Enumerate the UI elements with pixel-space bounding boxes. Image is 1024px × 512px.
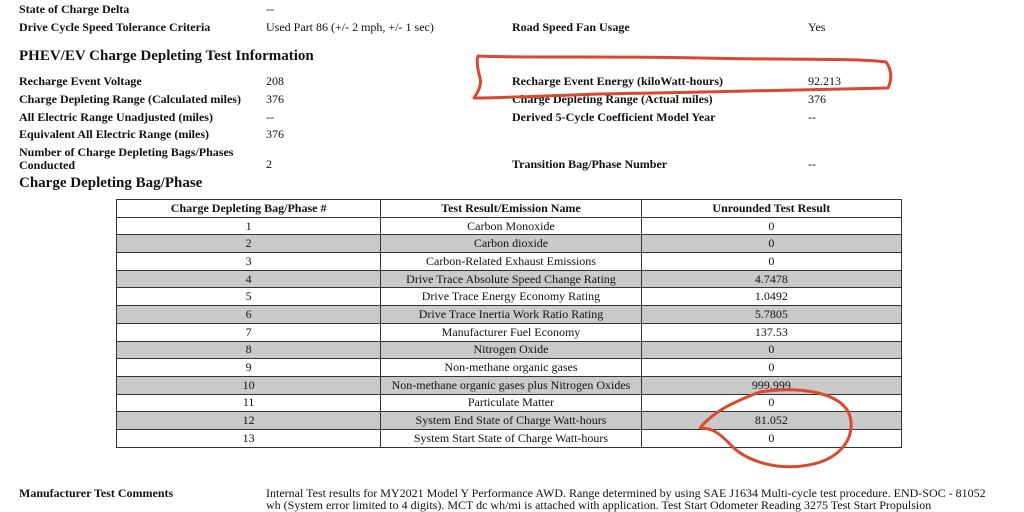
cell-test-result: 0 <box>641 394 901 412</box>
cell-bag-number: 9 <box>117 359 381 377</box>
equivalent-aer-label: Equivalent All Electric Range (miles) <box>19 127 209 141</box>
section-heading: PHEV/EV Charge Depleting Test Information <box>19 48 314 64</box>
bag-phase-heading: Charge Depleting Bag/Phase <box>19 175 203 191</box>
table-row <box>117 412 902 430</box>
cell-emission-name: Carbon Monoxide <box>381 217 641 235</box>
comments-label: Manufacturer Test Comments <box>19 486 174 500</box>
cell-emission-name: System End State of Charge Watt-hours <box>381 412 641 430</box>
table-row <box>117 359 902 377</box>
col-header-result: Unrounded Test Result <box>641 200 901 218</box>
cell-emission-name: Manufacturer Fuel Economy <box>381 323 641 341</box>
recharge-energy-value: 92.213 <box>808 74 841 88</box>
cell-bag-number: 13 <box>117 429 381 447</box>
cell-test-result: 81.052 <box>641 412 901 430</box>
speed-tolerance-label: Drive Cycle Speed Tolerance Criteria <box>19 20 211 34</box>
table-row <box>117 235 902 253</box>
cd-range-actual-value: 376 <box>808 92 826 106</box>
cell-bag-number: 2 <box>117 235 381 253</box>
state-of-charge-delta-value: -- <box>266 2 274 16</box>
transition-bag-value: -- <box>808 157 816 171</box>
cell-test-result: 0 <box>641 359 901 377</box>
speed-tolerance-value: Used Part 86 (+/- 2 mph, +/- 1 sec) <box>266 20 434 34</box>
table-row <box>117 253 902 271</box>
cell-test-result: 0 <box>641 341 901 359</box>
cell-bag-number: 4 <box>117 270 381 288</box>
comments-text: Internal Test results for MY2021 Model Y Performance AWD. Range determined by using SAE J1634 Multi-cycle test procedure. END-SOC - 81052 wh (System error limited to 4 digits). MCT dc wh/mi is attached with application. Test Start Odometer Reading 3275 Test Start Propulsion <box>266 486 986 512</box>
table-row <box>117 306 902 324</box>
road-speed-fan-value: Yes <box>808 20 826 34</box>
col-header-name: Test Result/Emission Name <box>381 200 641 218</box>
cell-emission-name: Drive Trace Inertia Work Ratio Rating <box>381 306 641 324</box>
recharge-voltage-label: Recharge Event Voltage <box>19 74 142 88</box>
cell-emission-name: Drive Trace Energy Economy Rating <box>381 288 641 306</box>
num-bags-label: Number of Charge Depleting Bags/Phases Conducted <box>19 145 234 172</box>
results-table <box>116 199 902 448</box>
cell-bag-number: 5 <box>117 288 381 306</box>
cell-emission-name: System Start State of Charge Watt-hours <box>381 429 641 447</box>
equivalent-aer-value: 376 <box>266 127 284 141</box>
cell-test-result: 0 <box>641 253 901 271</box>
cd-range-actual-label: Charge Depleting Range (Actual miles) <box>512 92 713 106</box>
recharge-voltage-value: 208 <box>266 74 284 88</box>
table-row <box>117 217 902 235</box>
cell-test-result: 5.7805 <box>641 306 901 324</box>
cell-emission-name: Non-methane organic gases <box>381 359 641 377</box>
cell-emission-name: Carbon-Related Exhaust Emissions <box>381 253 641 271</box>
recharge-energy-label: Recharge Event Energy (kiloWatt-hours) <box>512 74 723 88</box>
table-row <box>117 376 902 394</box>
state-of-charge-delta-label: State of Charge Delta <box>19 2 130 16</box>
table-row <box>117 323 902 341</box>
cell-test-result: 0 <box>641 235 901 253</box>
table-row <box>117 429 902 447</box>
aer-unadjusted-value: -- <box>266 110 274 124</box>
table-row <box>117 394 902 412</box>
cell-bag-number: 8 <box>117 341 381 359</box>
cell-test-result: 0 <box>641 429 901 447</box>
cell-bag-number: 3 <box>117 253 381 271</box>
cell-bag-number: 10 <box>117 376 381 394</box>
derived-coefficient-value: -- <box>808 110 816 124</box>
cell-bag-number: 7 <box>117 323 381 341</box>
table-header-row <box>117 200 902 218</box>
cell-bag-number: 11 <box>117 394 381 412</box>
cell-emission-name: Non-methane organic gases plus Nitrogen Oxides <box>381 376 641 394</box>
num-bags-value: 2 <box>266 157 272 171</box>
cell-test-result: 137.53 <box>641 323 901 341</box>
cell-test-result: 1.0492 <box>641 288 901 306</box>
cell-bag-number: 12 <box>117 412 381 430</box>
cell-bag-number: 1 <box>117 217 381 235</box>
aer-unadjusted-label: All Electric Range Unadjusted (miles) <box>19 110 213 124</box>
cell-emission-name: Carbon dioxide <box>381 235 641 253</box>
table-row <box>117 341 902 359</box>
cell-emission-name: Particulate Matter <box>381 394 641 412</box>
col-header-bag: Charge Depleting Bag/Phase # <box>117 200 381 218</box>
cell-emission-name: Drive Trace Absolute Speed Change Rating <box>381 270 641 288</box>
road-speed-fan-label: Road Speed Fan Usage <box>512 20 630 34</box>
cd-range-calculated-value: 376 <box>266 92 284 106</box>
cell-test-result: 4.7478 <box>641 270 901 288</box>
cell-test-result: 999.999 <box>641 376 901 394</box>
cell-test-result: 0 <box>641 217 901 235</box>
results-body <box>117 217 902 447</box>
table-row <box>117 270 902 288</box>
transition-bag-label: Transition Bag/Phase Number <box>512 157 668 171</box>
cd-range-calculated-label: Charge Depleting Range (Calculated miles) <box>19 92 241 106</box>
derived-coefficient-label: Derived 5-Cycle Coefficient Model Year <box>512 110 716 124</box>
table-row <box>117 288 902 306</box>
cell-emission-name: Nitrogen Oxide <box>381 341 641 359</box>
cell-bag-number: 6 <box>117 306 381 324</box>
